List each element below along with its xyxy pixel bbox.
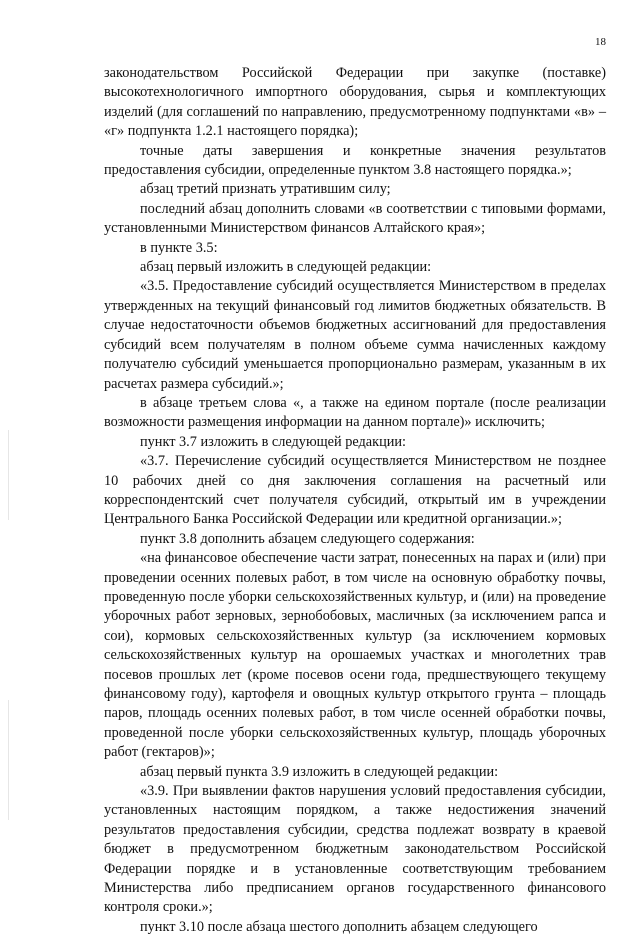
paragraph: законодательством Российской Федерации при закупке (поставке) высокотехнологичного импортного оборудования, сырья и комплектующих изделий (для соглашений по направлению, предусмотренному подпунктами «в» – «г» подпункта 1.2.1 настоящего порядка); (104, 65, 606, 140)
paragraph: точные даты завершения и конкретные значения результатов предоставления субсидии, определенные пунктом 3.8 настоящего порядка.»; (104, 142, 606, 179)
paragraph: в пункте 3.5: (140, 239, 218, 256)
page-number: 18 (595, 36, 606, 48)
paragraph: последний абзац дополнить словами «в соответствии с типовыми формами, установленными Министерством финансов Алтайского края»; (104, 200, 606, 237)
paragraph: «3.9. При выявлении фактов нарушения условий предоставления субсидии, установленных настоящим порядком, а также недостижения значений результатов предоставления субсидии, средства подлежат возврату в краевой бюджет в предусмотренном бюджетным законодательством Российской Федерации порядке и в установленные соответствующим требованием Министерства либо предписанием органов государственного финансового контроля сроки.»; (104, 783, 606, 916)
paragraph: абзац первый пункта 3.9 изложить в следующей редакции: (140, 763, 499, 780)
scan-margin-mark (8, 700, 9, 820)
paragraph: пункт 3.7 изложить в следующей редакции: (140, 433, 407, 450)
paragraph: «на финансовое обеспечение части затрат, понесенных на парах и (или) при проведении осенних полевых работ, в том числе на основную обработку почвы, проведенную после уборки сельскохозяйственных культур, и (или) на проведение уборочных работ зерновых, зернобобовых, масличных (за исключением рапса и сои), кормовых сельскохозяйственных культур (за исключением кормовых сельскохозяйственных культур на орошаемых участках и многолетних трав посевов прошлых лет (кроме посевов осени года, предшествующего текущему финансовому году), картофеля и овощных культур открытого грунта – площадь паров, площадь осенних полевых работ, в том числе осенней обработки почвы, проведенной после уборки сельскохозяйственных культур, площадь уборочных работ (гектаров)»; (104, 550, 606, 761)
paragraph: абзац третий признать утратившим силу; (140, 181, 391, 198)
paragraph: пункт 3.10 после абзаца шестого дополнить абзацем следующего (140, 918, 538, 935)
scan-margin-mark (8, 430, 9, 520)
paragraph: абзац первый изложить в следующей редакции: (140, 259, 432, 276)
paragraph: пункт 3.8 дополнить абзацем следующего содержания: (140, 530, 475, 547)
paragraph: «3.7. Перечисление субсидий осуществляется Министерством не позднее 10 рабочих дней со дня заключения соглашения на расчетный или корреспондентский счет получателя субсидий, открытый им в учреждении Центрального Банка Российской Федерации или кредитной организации.»; (104, 453, 606, 528)
document-body (104, 64, 606, 937)
paragraph: в абзаце третьем слова «, а также на едином портале (после реализации возможности размещения информации на данном портале)» исключить; (104, 394, 606, 431)
paragraph: «3.5. Предоставление субсидий осуществляется Министерством в пределах утвержденных на текущий финансовый год лимитов бюджетных обязательств. В случае недостаточности объемов бюджетных ассигнований для предоставления субсидий всем получателям в полном объеме сумма начисленных каждому получателю субсидий уменьшается пропорционально размерам, указанным в их расчетах размера субсидий.»; (104, 278, 606, 392)
